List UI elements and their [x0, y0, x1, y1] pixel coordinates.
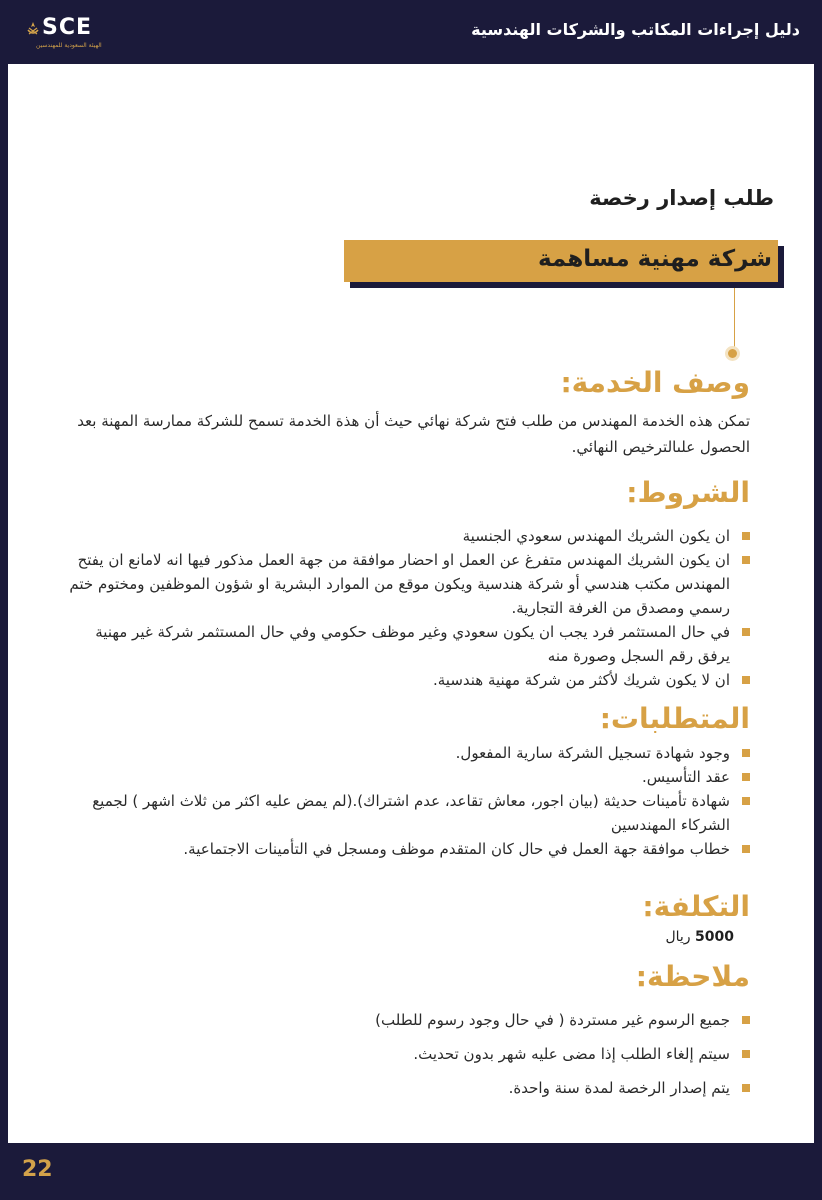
bullet-icon	[742, 628, 750, 636]
bullet-icon	[742, 845, 750, 853]
emblem-icon	[26, 22, 40, 38]
page-number: 22	[22, 1157, 53, 1182]
bullet-icon	[742, 1084, 750, 1092]
list-item: شهادة تأمينات حديثة (بيان اجور، معاش تقاعد، عدم اشتراك).(لم يمض عليه اكثر من ثلاث اشهر ) لجميع الشركاء المهندسين	[60, 789, 750, 837]
left-border	[0, 0, 8, 1200]
cost-amount: 5000 ريال	[665, 929, 734, 945]
requirements-list	[60, 741, 750, 861]
bullet-icon	[742, 797, 750, 805]
bullet-icon	[742, 676, 750, 684]
notes-list	[60, 1008, 750, 1100]
bullet-icon	[742, 749, 750, 757]
list-item: جميع الرسوم غير مستردة ( في حال وجود رسوم للطلب)	[60, 1008, 750, 1032]
list-item: ان يكون الشريك المهندس متفرغ عن العمل او احضار موافقة من جهة العمل مذكور فيها انه لامانع ان يفتح المهندس مكتب هندسي أو شركة هندسية ويكون موقع من الموارد البشرية او شؤون الموظفين ومختوم ختم رسمي ومصدق من الغرفة التجارية.	[60, 548, 750, 620]
list-item: في حال المستثمر فرد يجب ان يكون سعودي وغير موظف حكومي وفي حال المستثمر شركة غير مهنية يرفق رقم السجل وصورة منه	[60, 620, 750, 668]
document-title: دليل إجراءات المكاتب والشركات الهندسية	[471, 20, 800, 39]
page-header	[0, 0, 822, 64]
notes-heading: ملاحظة:	[635, 960, 750, 993]
conditions-list	[60, 524, 750, 692]
cost-heading: التكلفة:	[642, 890, 750, 923]
description-text: تمكن هذه الخدمة المهندس من طلب فتح شركة نهائي حيث أن هذة الخدمة تسمح للشركة ممارسة المهنة بعد الحصول علىالترخيص النهائي.	[77, 412, 750, 456]
list-item: وجود شهادة تسجيل الشركة سارية المفعول.	[60, 741, 750, 765]
bullet-icon	[742, 773, 750, 781]
logo-text: SCE	[42, 15, 93, 40]
bullet-icon	[742, 532, 750, 540]
list-item: عقد التأسيس.	[60, 765, 750, 789]
sce-logo	[26, 15, 102, 52]
connector-line	[734, 288, 735, 352]
bullet-icon	[742, 1050, 750, 1058]
page-footer	[0, 1143, 822, 1200]
page-title: طلب إصدار رخصة	[589, 186, 774, 210]
list-item: ان لا يكون شريك لأكثر من شركة مهنية هندسية.	[60, 668, 750, 692]
right-border	[814, 0, 822, 1200]
logo-subtitle: الهيئة السعودية للمهندسين	[36, 42, 102, 49]
bullet-icon	[742, 556, 750, 564]
list-item: سيتم إلغاء الطلب إذا مضى عليه شهر بدون تحديث.	[60, 1042, 750, 1066]
list-item: ان يكون الشريك المهندس سعودي الجنسية	[60, 524, 750, 548]
banner-text: شركة مهنية مساهمة	[537, 246, 772, 272]
conditions-heading: الشروط:	[626, 476, 750, 509]
bullet-icon	[742, 1016, 750, 1024]
description-heading: وصف الخدمة:	[560, 366, 750, 399]
connector-dot	[728, 349, 737, 358]
service-banner	[344, 240, 778, 282]
list-item: خطاب موافقة جهة العمل في حال كان المتقدم موظف ومسجل في التأمينات الاجتماعية.	[60, 837, 750, 861]
requirements-heading: المتطلبات:	[599, 702, 750, 735]
list-item: يتم إصدار الرخصة لمدة سنة واحدة.	[60, 1076, 750, 1100]
